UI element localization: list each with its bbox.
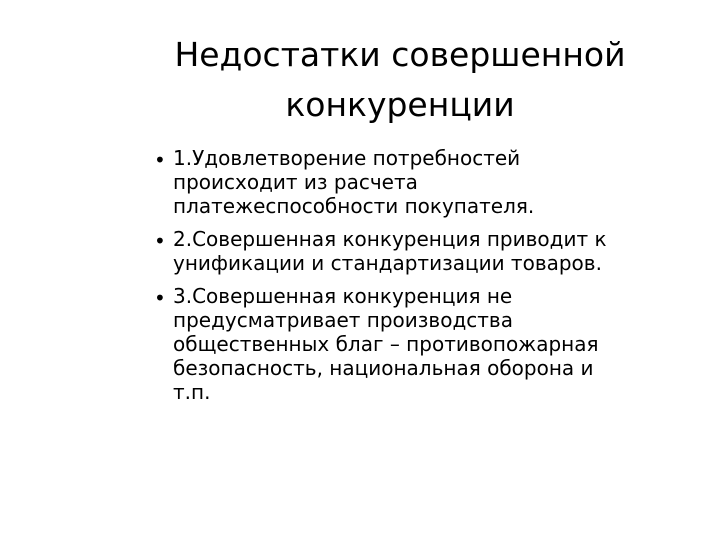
bullet-list: [150, 146, 710, 413]
bullet-marker: •: [154, 148, 166, 172]
bullet-item-3: [150, 284, 710, 404]
bullet-item-2: [150, 227, 710, 275]
slide-title: [160, 30, 640, 130]
bullet-text-line: т.п.: [173, 380, 211, 404]
bullet-text-line: 1.Удовлетворение потребностей: [173, 146, 521, 170]
bullet-text-line: общественных благ – противопожарная: [173, 332, 599, 356]
bullet-text-line: безопасность, национальная оборона и: [173, 356, 594, 380]
bullet-item-1: [150, 146, 710, 218]
bullet-marker: •: [154, 229, 166, 253]
slide-title-line: Недостатки совершенной: [174, 35, 626, 74]
slide-title-line: конкуренции: [285, 85, 515, 124]
bullet-text-line: унификации и стандартизации товаров.: [173, 251, 602, 275]
bullet-text-line: платежеспособности покупателя.: [173, 194, 535, 218]
bullet-text-line: 3.Совершенная конкуренция не: [173, 284, 513, 308]
bullet-text-line: предусматривает производства: [173, 308, 513, 332]
bullet-text-line: происходит из расчета: [173, 170, 418, 194]
bullet-marker: •: [154, 286, 166, 310]
bullet-text-line: 2.Совершенная конкуренция приводит к: [173, 227, 607, 251]
